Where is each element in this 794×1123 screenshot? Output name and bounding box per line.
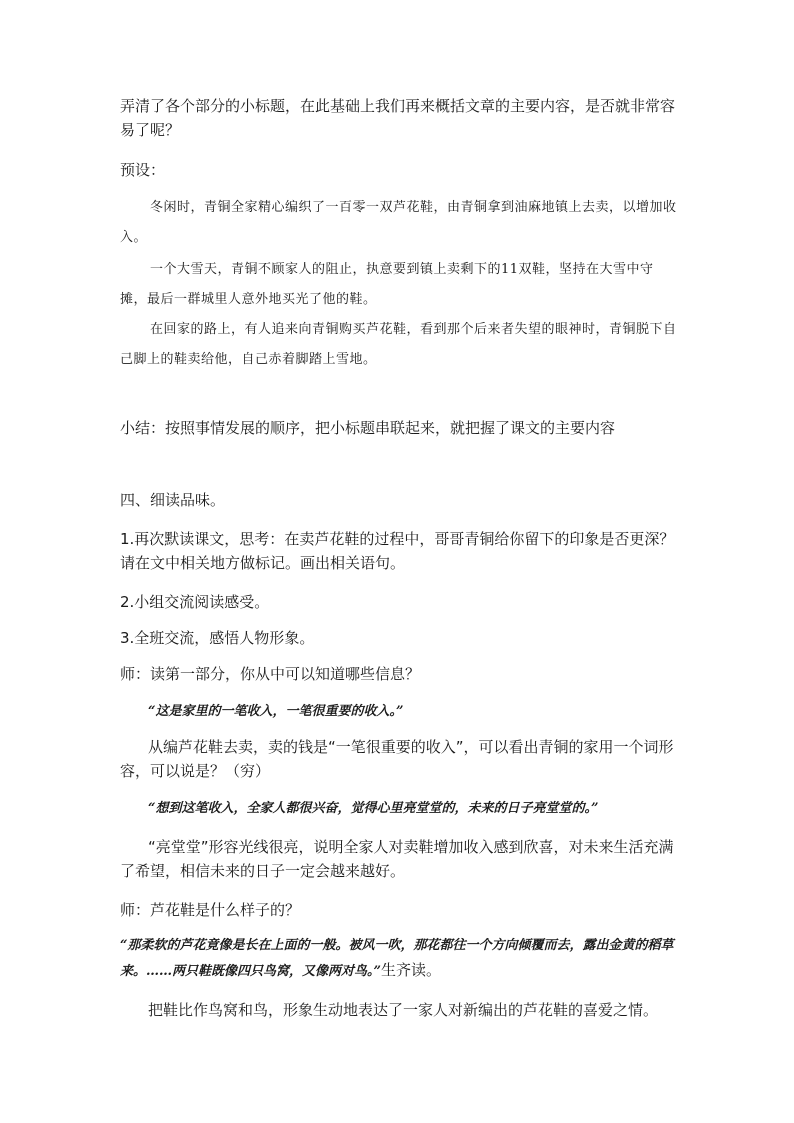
quote-3-tail: 生齐读。 xyxy=(380,961,441,979)
preset-item-3: 在回家的路上，有人追来向青铜购买芦花鞋，看到那个后来者失望的眼神时，青铜脱下自己脚上的鞋卖给他，自己赤着脚踏上雪地。 xyxy=(120,322,677,367)
analysis-1: 从编芦花鞋去卖，卖的钱是“一笔很重要的收入”，可以看出青铜的家用一个词形容，可以说是？（穷） xyxy=(120,738,674,780)
teacher-question-2: 师：芦花鞋是什么样子的？ xyxy=(120,901,301,919)
quote-2: “想到这笔收入，全家人都很兴奋，觉得心里亮堂堂的，未来的日子亮堂堂的。” xyxy=(148,801,599,816)
analysis-3: 把鞋比作鸟窝和鸟，形象生动地表达了一家人对新编出的芦花鞋的喜爱之情。 xyxy=(148,1001,659,1019)
quote-3-paragraph xyxy=(120,934,680,984)
quote-3: “那柔软的芦花竟像是长在上面的一般。被风一吹，那花都往一个方向倾覆而去，露出金黄的稻草来。……两只鞋既像四只鸟窝，又像两对鸟。” xyxy=(120,938,674,979)
section-4-title: 四、细读品味。 xyxy=(120,491,226,509)
analysis-2: “亮堂堂”形容光线很亮，说明全家人对卖鞋增加收入感到欣喜，对未来生活充满了希望，相信未来的日子一定会越来越好。 xyxy=(120,838,674,880)
step-2: 2.小组交流阅读感受。 xyxy=(120,593,270,611)
teacher-question-1: 师：读第一部分，你从中可以知道哪些信息？ xyxy=(120,665,421,683)
step-3: 3.全班交流，感悟人物形象。 xyxy=(120,629,315,647)
preset-label: 预设： xyxy=(120,161,166,179)
summary-paragraph: 小结：按照事情发展的顺序，把小标题串联起来，就把握了课文的主要内容 xyxy=(120,419,616,437)
quote-1: “这是家里的一笔收入，一笔很重要的收入。” xyxy=(148,704,404,719)
step-1: 1.再次默读课文，思考：在卖芦花鞋的过程中，哥哥青铜给你留下的印象是否更深？请在文中相关地方做标记。画出相关语句。 xyxy=(120,530,675,572)
intro-paragraph: 弄清了各个部分的小标题，在此基础上我们再来概括文章的主要内容，是否就非常容易了呢？ xyxy=(120,97,676,139)
preset-item-1: 冬闲时，青铜全家精心编织了一百零一双芦花鞋，由青铜拿到油麻地镇上去卖，以增加收入。 xyxy=(120,200,677,245)
preset-item-2: 一个大雪天，青铜不顾家人的阻止，执意要到镇上卖剩下的11双鞋，坚持在大雪中守摊，最后一群城里人意外地买光了他的鞋。 xyxy=(120,262,654,307)
